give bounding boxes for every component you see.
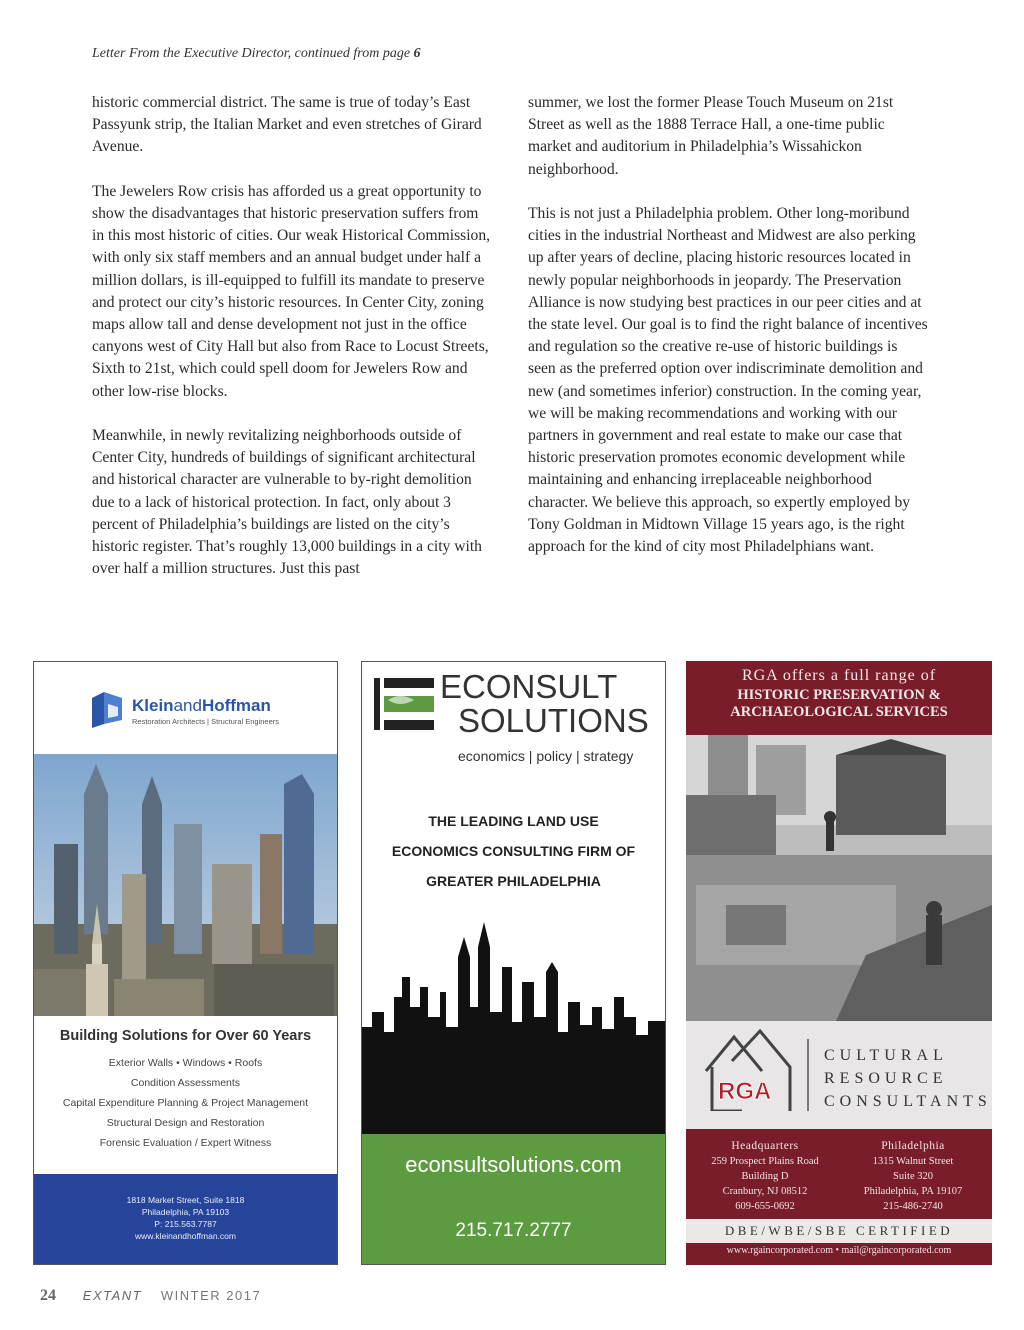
- page-footer: [40, 1286, 261, 1305]
- econsult-contact-band: [362, 1134, 665, 1264]
- paragraph: Meanwhile, in newly revitalizing neighborhoods outside of Center City, hundreds of buildings of significant architectural and historical character are vulnerable to by-right demolition due to a lack of historical protection. In fact, only about 3 percent of Philadelphia’s buildings are listed on the city’s historic register. That’s roughly 13,000 buildings in a city with over half a million structures. Just this past: [92, 427, 482, 578]
- skyline-silhouette-icon: [362, 917, 665, 1137]
- service-item: Forensic Evaluation / Expert Witness: [99, 1137, 272, 1149]
- rga-headline: RGA offers a full range of HISTORIC PRESERVATION & ARCHAEOLOGICAL SERVICES: [686, 661, 992, 735]
- address-line: 1818 Market Street, Suite 1818: [126, 1195, 245, 1205]
- service-item: Capital Expenditure Planning & Project Management: [62, 1097, 309, 1109]
- klein-hoffman-name: KleinandHoffman: [132, 696, 271, 715]
- service-item: Exterior Walls • Windows • Roofs: [108, 1057, 263, 1069]
- service-item: Structural Design and Restoration: [106, 1117, 265, 1129]
- paragraph: historic commercial district. The same is true of today’s East Passyunk strip, the Italian Market and even stretches of Girard Avenue.: [92, 94, 482, 156]
- divider: [807, 1039, 809, 1111]
- rga-logo-text: RGA: [718, 1078, 772, 1105]
- article-column-right: [528, 92, 928, 580]
- archaeology-site-photo: [686, 735, 992, 1021]
- page-number: 24: [40, 1287, 56, 1304]
- econsult-headline: THE LEADING LAND USE ECONOMICS CONSULTING FIRM OF GREATER PHILADELPHIA: [391, 813, 636, 889]
- issue-season: WINTER 2017: [160, 1288, 262, 1303]
- rga-philadelphia-address: Philadelphia 1315 Walnut Street Suite 320 Philadelphia, PA 19107 215-486-2740: [863, 1140, 963, 1212]
- rga-headquarters-address: Headquarters 259 Prospect Plains Road Building D Cranbury, NJ 08512 609-655-0692: [711, 1140, 819, 1212]
- rga-web-email[interactable]: www.rgaincorporated.com • mail@rgaincorporated.com: [726, 1245, 952, 1256]
- address-line: Philadelphia, PA 19103: [141, 1207, 230, 1217]
- rga-ad[interactable]: [686, 661, 992, 1265]
- klein-hoffman-logo-icon: [90, 690, 124, 730]
- service-item: Condition Assessments: [130, 1077, 241, 1089]
- continued-page-ref: 6: [413, 46, 421, 61]
- klein-hoffman-services: [34, 1056, 337, 1156]
- rga-house-logo-icon: [702, 1027, 794, 1111]
- econsult-ad[interactable]: [361, 661, 666, 1265]
- klein-hoffman-subtitle: Restoration Architects | Structural Engineers: [132, 717, 280, 726]
- phone: 215.717.2777: [455, 1220, 572, 1241]
- continued-note: [92, 46, 421, 62]
- rga-contact-band: [686, 1129, 992, 1265]
- website-link[interactable]: econsultsolutions.com: [405, 1152, 622, 1177]
- paragraph: This is not just a Philadelphia problem. Other long-moribund cities in the industrial Northeast and Midwest are also perking up after years of decline, placing historic resources located in newly popular neighborhoods in jeopardy. The Preservation Alliance is now studying best practices in our peer cities and at the state level. Our goal is to find the right balance of incentives and regulation so the creative re-use of historic buildings is seen as the preferred option over indiscriminate demolition and new (and sometimes inferior) construction. In the coming year, we will be making recommendations and working with our partners in government and real estate to make our case that historic preservation promotes economic development while maintaining and enhancing irreplaceable neighborhood character. We believe this approach, so expertly employed by Tony Goldman in Midtown Village 15 years ago, is the right approach for the kind of city most Philadelphians want.: [528, 205, 928, 556]
- klein-hoffman-contact: [34, 1174, 337, 1264]
- paragraph: summer, we lost the former Please Touch Museum on 21st Street as well as the 1888 Terrace Hall, a one-time public market and auditorium in Philadelphia’s Wissahickon neighborhood.: [528, 94, 894, 178]
- rga-certified-band: DBE/WBE/SBE CERTIFIED: [686, 1219, 992, 1243]
- philadelphia-skyline-photo: [34, 754, 337, 1016]
- continued-text: Letter From the Executive Director, continued from page: [92, 46, 411, 61]
- website-link[interactable]: www.kleinandhoffman.com: [135, 1231, 236, 1241]
- klein-hoffman-ad[interactable]: [33, 661, 338, 1265]
- econsult-tagline: economics | policy | strategy: [458, 748, 634, 764]
- magazine-title: EXTANT: [82, 1288, 143, 1303]
- econsult-logo-icon: [370, 674, 438, 734]
- phone: P: 215.563.7787: [154, 1219, 217, 1229]
- paragraph: The Jewelers Row crisis has afforded us a great opportunity to show the disadvantages that historic preservation suffers from in this most historic of cities. Our weak Historical Commission, with only six staff members and an annual budget under half a million dollars, is ill-equipped to fulfill its mandate to preserve and protect our city’s historic resources. In Center City, zoning maps allow tall and dense development not just in the office canyons west of City Hall but also from Race to Locust Streets, Sixth to 21st, which could spell doom for Jewelers Row and other low-rise blocks.: [92, 182, 491, 400]
- article-column-left: [92, 92, 492, 603]
- klein-hoffman-tagline: Building Solutions for Over 60 Years: [59, 1028, 312, 1044]
- rga-tagline: CULTURAL RESOURCE CONSULTANTS: [824, 1047, 992, 1110]
- econsult-name: ECONSULT SOLUTIONS: [440, 668, 649, 739]
